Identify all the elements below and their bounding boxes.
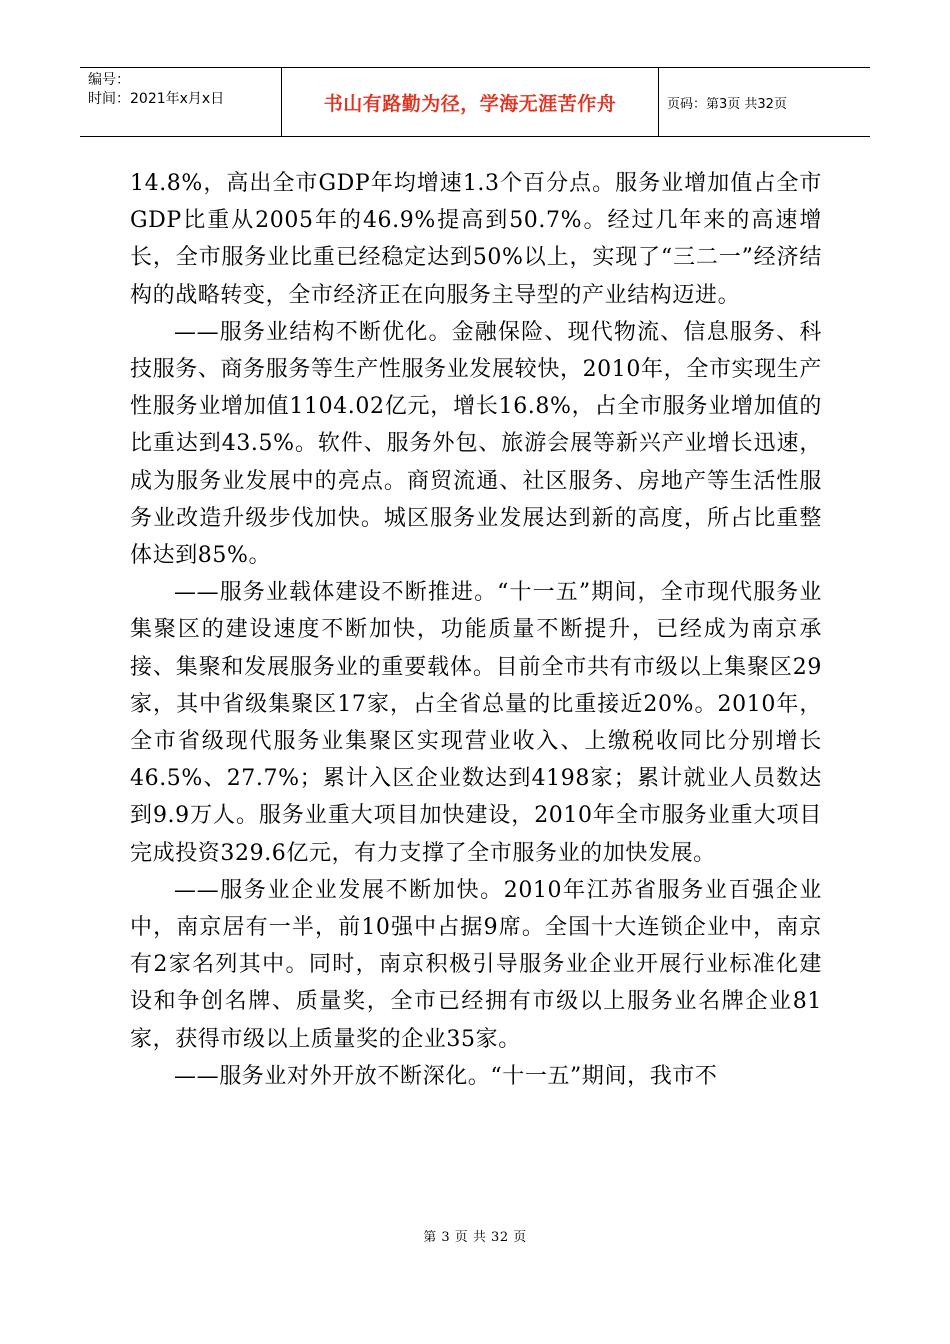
paragraph-4: ——服务业企业发展不断加快。2010年江苏省服务业百强企业中，南京居有一半，前10强中占据9席。全国十大连锁企业中，南京有2家名列其中。同时，南京积极引导服务业企业开展行业标准化建设和争创名牌、质量奖，全市已经拥有市级以上服务业名牌企业81家，获得市级以上质量奖的企业35家。 <box>130 877 822 1052</box>
paragraph-5: ——服务业对外开放不断深化。“十一五”期间，我市不 <box>174 1063 718 1089</box>
header-meta <box>80 68 282 136</box>
paragraph-1: 14.8%，高出全市GDP年均增速1.3个百分点。服务业增加值占全市GDP比重从2005年的46.9%提高到50.7%。经过几年来的高速增长，全市服务业比重已经稳定达到50%以上，实现了“三二一”经济结构的战略转变，全市经济正在向服务主导型的产业结构迈进。 <box>130 171 822 308</box>
doc-time-label: 时间：2021年x月x日 <box>88 91 225 107</box>
header-page-info: 页码：第3页 共32页 <box>667 96 787 112</box>
paragraph-2: ——服务业结构不断优化。金融保险、现代物流、信息服务、科技服务、商务服务等生产性服务业发展较快，2010年，全市实现生产性服务业增加值1104.02亿元，增长16.8%，占全市服务业增加值的比重达到43.5%。软件、服务外包、旅游会展等新兴产业增长迅速，成为服务业发展中的亮点。商贸流通、社区服务、房地产等生活性服务业改造升级步伐加快。城区服务业发展达到新的高度，所占比重整体达到85%。 <box>130 319 822 569</box>
header-motto: 书山有路勤为径，学海无涯苦作舟 <box>282 68 659 136</box>
page-footer: 第 3 页 共 32 页 <box>423 1230 527 1245</box>
document-body <box>130 165 822 1095</box>
doc-code-label: 编号： <box>88 72 130 88</box>
paragraph-3: ——服务业载体建设不断推进。“十一五”期间，全市现代服务业集聚区的建设速度不断加快，功能质量不断提升，已经成为南京承接、集聚和发展服务业的重要载体。目前全市共有市级以上集聚区29家，其中省级集聚区17家，占全省总量的比重接近20%。2010年，全市省级现代服务业集聚区实现营业收入、上缴税收同比分别增长46.5%、27.7%；累计入区企业数达到4198家；累计就业人员数达到9.9万人。服务业重大项目加快建设，2010年全市服务业重大项目完成投资329.6亿元，有力支撑了全市服务业的加快发展。 <box>130 580 822 866</box>
page-header <box>80 67 870 137</box>
